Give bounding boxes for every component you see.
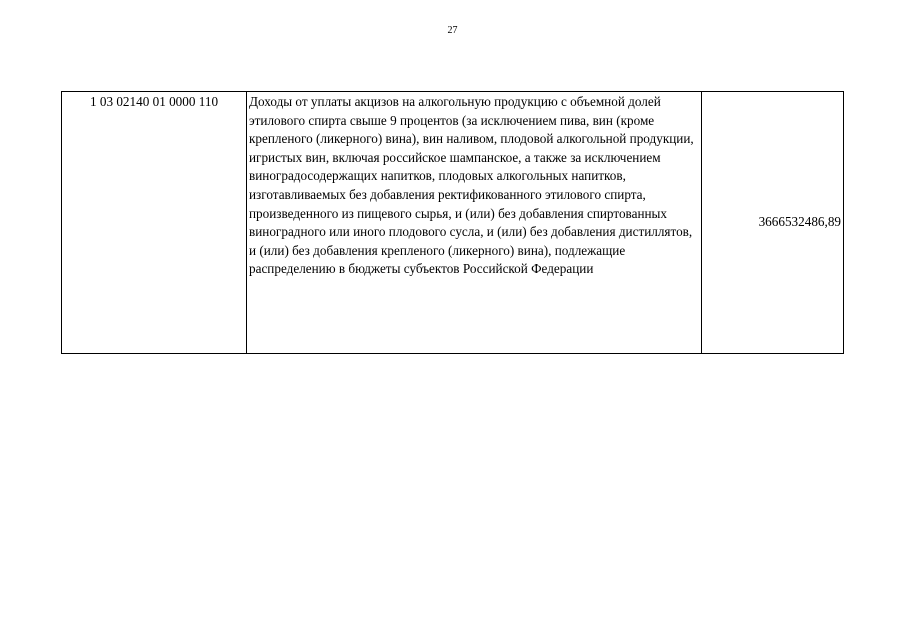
revenue-description-cell: Доходы от уплаты акцизов на алкогольную продукцию с объемной долей этилового спирта свыше 9 процентов (за исключением пива, вин (кроме крепленого (ликерного) вина), вин наливом, плодовой алкогольной продукции, игристых вин, включая российское шампанское, а также за исключением виноградосодержащих напитков, плодовых алкогольных напитков, изготавливаемых без добавления ректификованного этилового спирта, произведенного из пищевого сырья, и (или) без добавления спиртованных виноградного или иного плодового сусла, и (или) без добавления дистиллятов, и (или) без добавления крепленого (ликерного) вина), подлежащие распределению в бюджеты субъектов Российской Федерации [247, 92, 702, 354]
classification-code-cell: 1 03 02140 01 0000 110 [62, 92, 247, 354]
amount-cell: 3666532486,89 [702, 92, 844, 354]
budget-table [61, 91, 844, 354]
table-row [62, 92, 844, 354]
page-number: 27 [447, 25, 458, 36]
